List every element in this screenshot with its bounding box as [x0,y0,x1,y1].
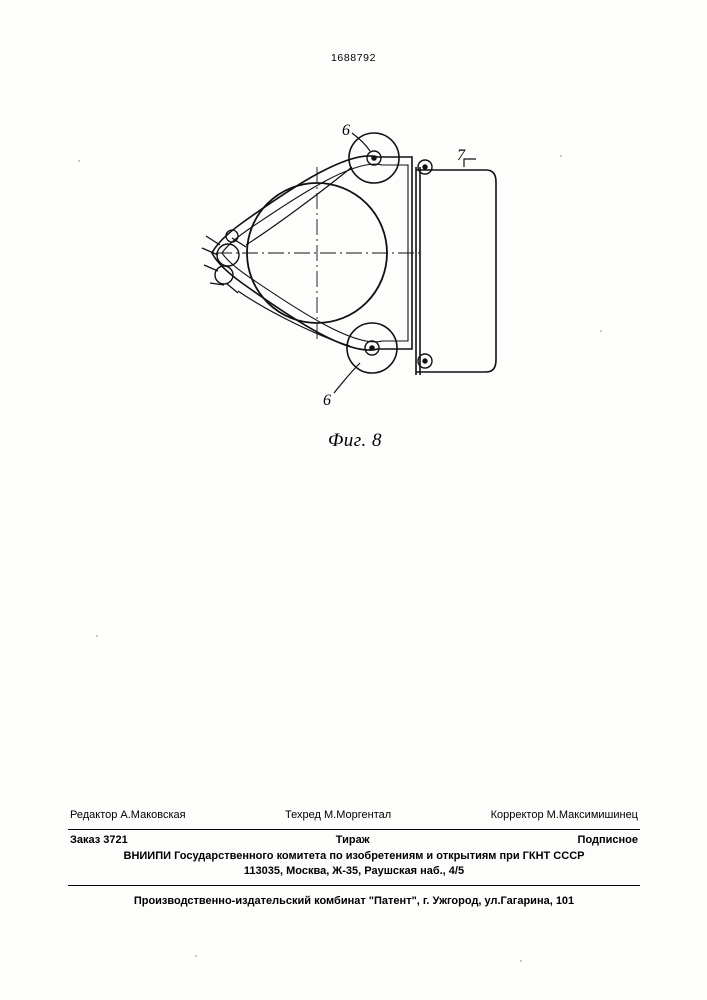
scan-speck [195,955,197,957]
top-pulley-axle [372,156,376,160]
scan-speck [78,160,80,162]
vniipi-line: ВНИИПИ Государственного комитета по изобретениям и открытиям при ГКНТ СССР [123,849,585,862]
belt-drive-assembly-svg [120,105,590,435]
figure-8 [120,105,590,465]
label-6-bottom: 6 [323,392,331,409]
leader-to-bottom-pulley [334,363,360,393]
label-7-housing: 7 [457,147,465,164]
techred-credit: Техред М.Моргентал [285,809,392,821]
patent-number: 1688792 [330,52,377,64]
corrector-credit: Корректор М.Максимишинец [490,809,638,821]
tensioner-bracket-arms [202,236,224,285]
label-6-top: 6 [342,122,350,139]
credits-row [68,808,640,829]
scan-speck [520,960,522,962]
scan-speck [96,635,98,637]
housing-mount-bottom-hole [423,359,427,363]
figure-caption: Фиг. 8 [328,430,382,451]
leader-lines [334,133,476,393]
order-number: Заказ 3721 [70,833,128,846]
tensioner-roller-left [217,244,239,266]
housing-mount-top-hole [423,165,427,169]
upper-belt-guide [246,167,352,245]
tirazh-label: Тираж [335,833,370,846]
bottom-pulley-axle [370,346,374,350]
imprint-block [68,808,640,909]
subscription-label: Подписное [577,833,638,846]
scan-speck [600,330,602,332]
address-line: 113035, Москва, Ж-35, Раушская наб., 4/5 [243,864,465,877]
housing-outline [416,170,496,372]
leader-to-housing [464,159,476,167]
divider-bottom [68,885,640,886]
editor-credit: Редактор А.Маковская [70,809,186,821]
printing-combine-line: Производственно-издательский комбинат "Патент", г. Ужгород, ул.Гагарина, 101 [133,895,575,908]
order-row [68,830,640,848]
